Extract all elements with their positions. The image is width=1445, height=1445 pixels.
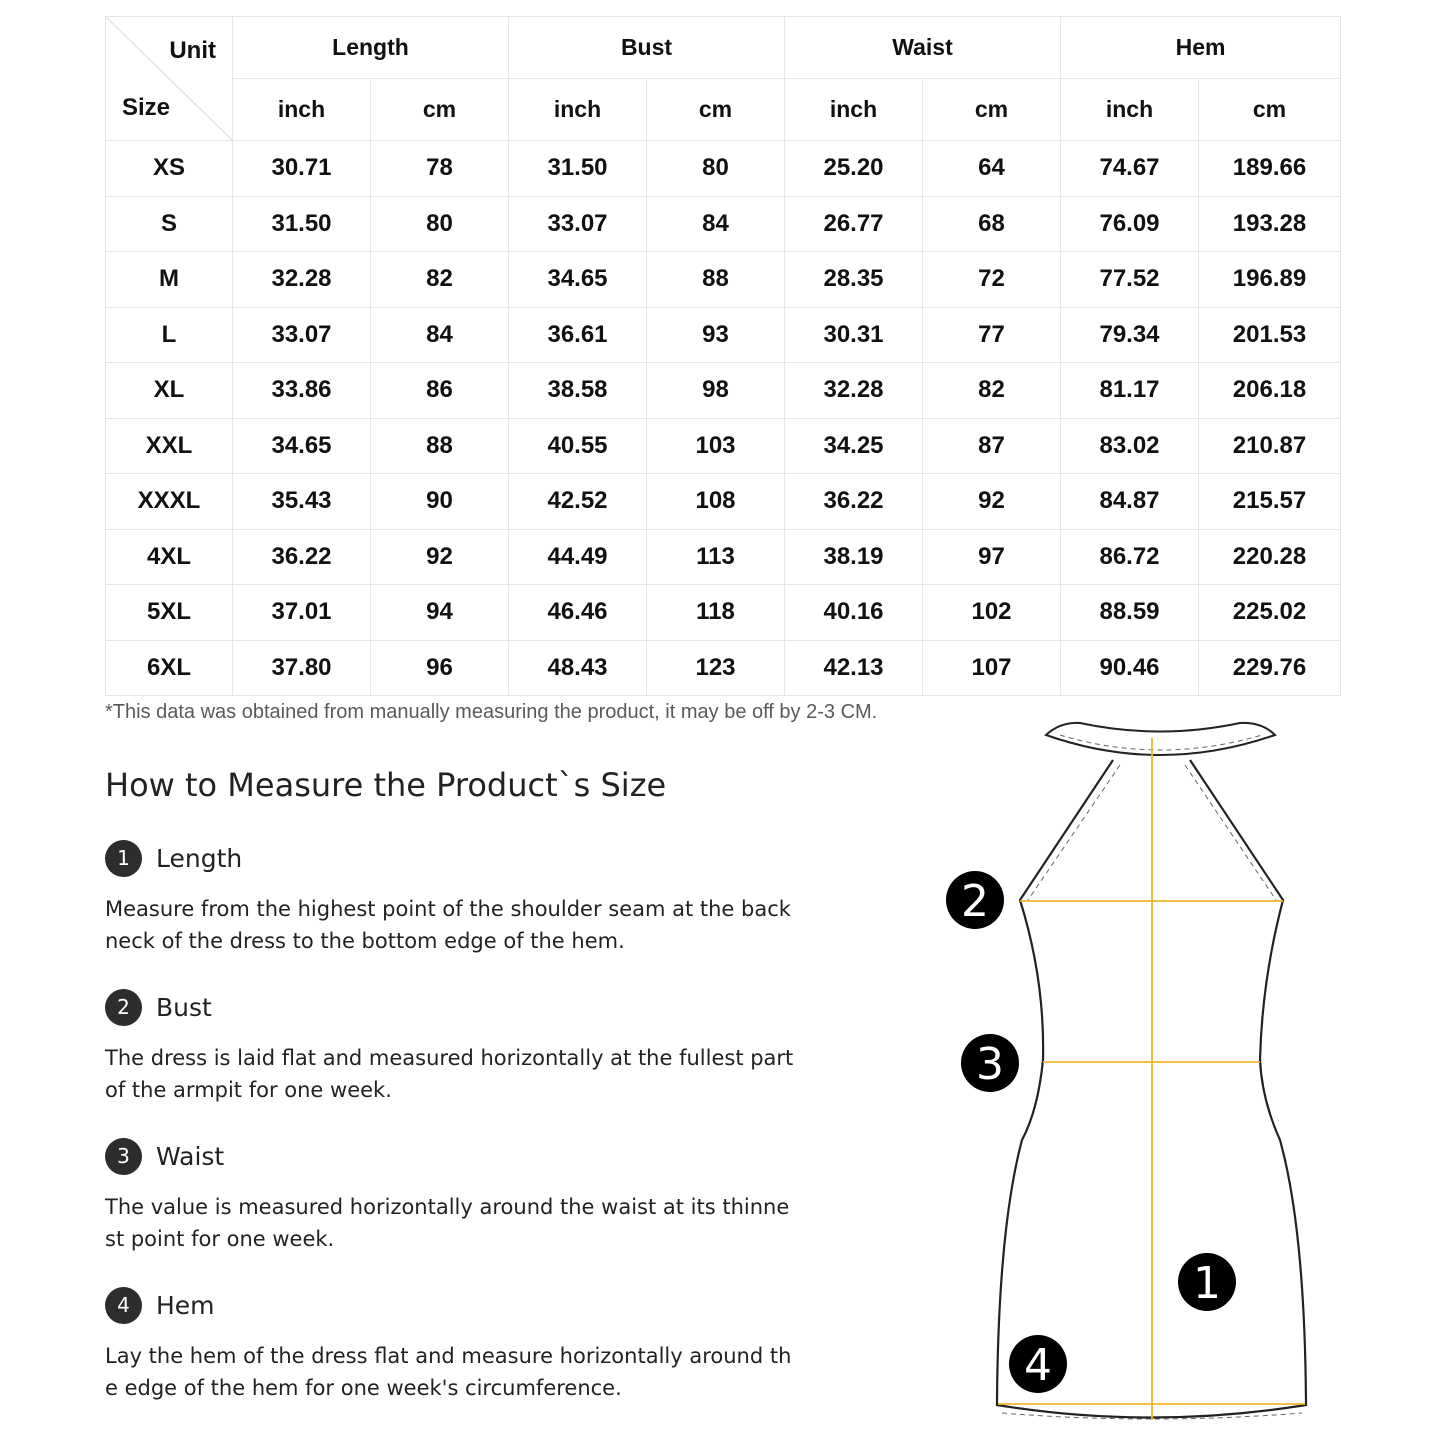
table-cell: 92 — [371, 529, 509, 585]
table-cell: 80 — [647, 141, 785, 197]
marker-1 — [1178, 1253, 1236, 1311]
size-chart-table — [105, 16, 1341, 696]
step-number-badge: 3 — [105, 1138, 142, 1175]
size-label-cell: 6XL — [106, 640, 233, 696]
group-header-length: Length — [233, 17, 509, 79]
table-body — [106, 141, 1341, 696]
table-cell: 107 — [923, 640, 1061, 696]
size-label-cell: S — [106, 196, 233, 252]
table-cell: 79.34 — [1061, 307, 1199, 363]
table-cell: 38.58 — [509, 363, 647, 419]
marker-4-label: 4 — [1024, 1340, 1052, 1391]
table-cell: 97 — [923, 529, 1061, 585]
table-cell: 88 — [647, 252, 785, 308]
table-cell: 42.52 — [509, 474, 647, 530]
table-cell: 26.77 — [785, 196, 923, 252]
table-cell: 40.55 — [509, 418, 647, 474]
unit-header: inch — [509, 79, 647, 141]
table-cell: 31.50 — [509, 141, 647, 197]
table-cell: 30.31 — [785, 307, 923, 363]
table-cell: 36.61 — [509, 307, 647, 363]
table-cell: 201.53 — [1199, 307, 1341, 363]
table-cell: 93 — [647, 307, 785, 363]
table-cell: 87 — [923, 418, 1061, 474]
table-cell: 33.07 — [509, 196, 647, 252]
table-cell: 84 — [371, 307, 509, 363]
step-name: Length — [156, 843, 243, 873]
step-description: Measure from the highest point of the shoulder seam at the back neck of the dress to the bottom edge of the hem. — [105, 897, 791, 953]
step-description: Lay the hem of the dress flat and measure horizontally around the edge of the hem for one week's circumference. — [105, 1344, 792, 1400]
table-cell: 196.89 — [1199, 252, 1341, 308]
table-cell: 77 — [923, 307, 1061, 363]
step-number-badge: 2 — [105, 989, 142, 1026]
table-cell: 76.09 — [1061, 196, 1199, 252]
table-cell: 35.43 — [233, 474, 371, 530]
size-label-cell: XXXL — [106, 474, 233, 530]
step-bust — [105, 988, 795, 1106]
table-cell: 94 — [371, 585, 509, 641]
step-description: The dress is laid flat and measured horizontally at the fullest part of the armpit for one week. — [105, 1046, 794, 1102]
marker-1-label: 1 — [1193, 1258, 1221, 1309]
table-cell: 37.01 — [233, 585, 371, 641]
unit-header: cm — [371, 79, 509, 141]
unit-header: inch — [785, 79, 923, 141]
corner-unit-label: Unit — [169, 37, 216, 64]
table-cell: 96 — [371, 640, 509, 696]
table-cell: 83.02 — [1061, 418, 1199, 474]
table-cell: 64 — [923, 141, 1061, 197]
marker-4 — [1009, 1335, 1067, 1393]
table-cell: 88.59 — [1061, 585, 1199, 641]
table-cell: 36.22 — [233, 529, 371, 585]
table-row — [106, 252, 1341, 308]
table-cell: 48.43 — [509, 640, 647, 696]
size-label-cell: XL — [106, 363, 233, 419]
table-cell: 32.28 — [233, 252, 371, 308]
size-label-cell: 5XL — [106, 585, 233, 641]
table-cell: 31.50 — [233, 196, 371, 252]
step-hem — [105, 1286, 795, 1404]
corner-size-label: Size — [122, 94, 171, 121]
table-cell: 225.02 — [1199, 585, 1341, 641]
table-row — [106, 529, 1341, 585]
group-header-bust: Bust — [509, 17, 785, 79]
table-row — [106, 307, 1341, 363]
table-cell: 90.46 — [1061, 640, 1199, 696]
table-cell: 88 — [371, 418, 509, 474]
table-cell: 193.28 — [1199, 196, 1341, 252]
table-row — [106, 363, 1341, 419]
marker-3 — [961, 1034, 1019, 1092]
table-cell: 44.49 — [509, 529, 647, 585]
table-cell: 82 — [923, 363, 1061, 419]
size-label-cell: XS — [106, 141, 233, 197]
step-waist — [105, 1137, 795, 1255]
table-cell: 189.66 — [1199, 141, 1341, 197]
unit-header: inch — [233, 79, 371, 141]
step-name: Hem — [156, 1290, 215, 1320]
table-row — [106, 585, 1341, 641]
table-cell: 108 — [647, 474, 785, 530]
table-cell: 90 — [371, 474, 509, 530]
step-description: The value is measured horizontally around the waist at its thinnest point for one week. — [105, 1195, 790, 1251]
size-label-cell: XXL — [106, 418, 233, 474]
table-cell: 36.22 — [785, 474, 923, 530]
unit-header: cm — [647, 79, 785, 141]
table-cell: 33.86 — [233, 363, 371, 419]
table-cell: 37.80 — [233, 640, 371, 696]
table-cell: 84.87 — [1061, 474, 1199, 530]
table-cell: 92 — [923, 474, 1061, 530]
table-cell: 77.52 — [1061, 252, 1199, 308]
table-cell: 220.28 — [1199, 529, 1341, 585]
size-label-cell: 4XL — [106, 529, 233, 585]
table-cell: 98 — [647, 363, 785, 419]
table-cell: 42.13 — [785, 640, 923, 696]
table-cell: 28.35 — [785, 252, 923, 308]
table-row — [106, 640, 1341, 696]
table-cell: 84 — [647, 196, 785, 252]
table-cell: 46.46 — [509, 585, 647, 641]
table-cell: 72 — [923, 252, 1061, 308]
table-cell: 86.72 — [1061, 529, 1199, 585]
table-cell: 38.19 — [785, 529, 923, 585]
table-cell: 86 — [371, 363, 509, 419]
table-cell: 215.57 — [1199, 474, 1341, 530]
table-cell: 113 — [647, 529, 785, 585]
table-cell: 78 — [371, 141, 509, 197]
group-header-hem: Hem — [1061, 17, 1341, 79]
step-number-badge: 4 — [105, 1287, 142, 1324]
table-row — [106, 141, 1341, 197]
marker-2-label: 2 — [961, 876, 989, 927]
size-label-cell: M — [106, 252, 233, 308]
table-cell: 210.87 — [1199, 418, 1341, 474]
marker-2 — [946, 871, 1004, 929]
table-cell: 103 — [647, 418, 785, 474]
table-cell: 34.25 — [785, 418, 923, 474]
step-name: Waist — [156, 1141, 225, 1171]
table-cell: 206.18 — [1199, 363, 1341, 419]
table-cell: 34.65 — [233, 418, 371, 474]
step-length — [105, 839, 795, 957]
step-number-badge: 1 — [105, 840, 142, 877]
group-header-waist: Waist — [785, 17, 1061, 79]
table-row — [106, 196, 1341, 252]
table-cell: 102 — [923, 585, 1061, 641]
table-cell: 81.17 — [1061, 363, 1199, 419]
unit-header: cm — [1199, 79, 1341, 141]
howto-title: How to Measure the Product`s Size — [105, 766, 667, 804]
unit-header: cm — [923, 79, 1061, 141]
marker-3-label: 3 — [976, 1039, 1004, 1090]
table-cell: 34.65 — [509, 252, 647, 308]
table-cell: 74.67 — [1061, 141, 1199, 197]
table-cell: 68 — [923, 196, 1061, 252]
table-cell: 25.20 — [785, 141, 923, 197]
table-cell: 80 — [371, 196, 509, 252]
table-cell: 123 — [647, 640, 785, 696]
table-cell: 82 — [371, 252, 509, 308]
table-cell: 229.76 — [1199, 640, 1341, 696]
table-row — [106, 418, 1341, 474]
table-cell: 30.71 — [233, 141, 371, 197]
unit-header: inch — [1061, 79, 1199, 141]
measurement-note: *This data was obtained from manually measuring the product, it may be off by 2-3 CM. — [105, 701, 878, 723]
table-cell: 32.28 — [785, 363, 923, 419]
table-cell: 40.16 — [785, 585, 923, 641]
table-row — [106, 474, 1341, 530]
step-name: Bust — [156, 992, 212, 1022]
table-corner-header — [106, 17, 233, 141]
dress-measurement-diagram — [930, 712, 1330, 1432]
size-label-cell: L — [106, 307, 233, 363]
table-cell: 118 — [647, 585, 785, 641]
table-cell: 33.07 — [233, 307, 371, 363]
